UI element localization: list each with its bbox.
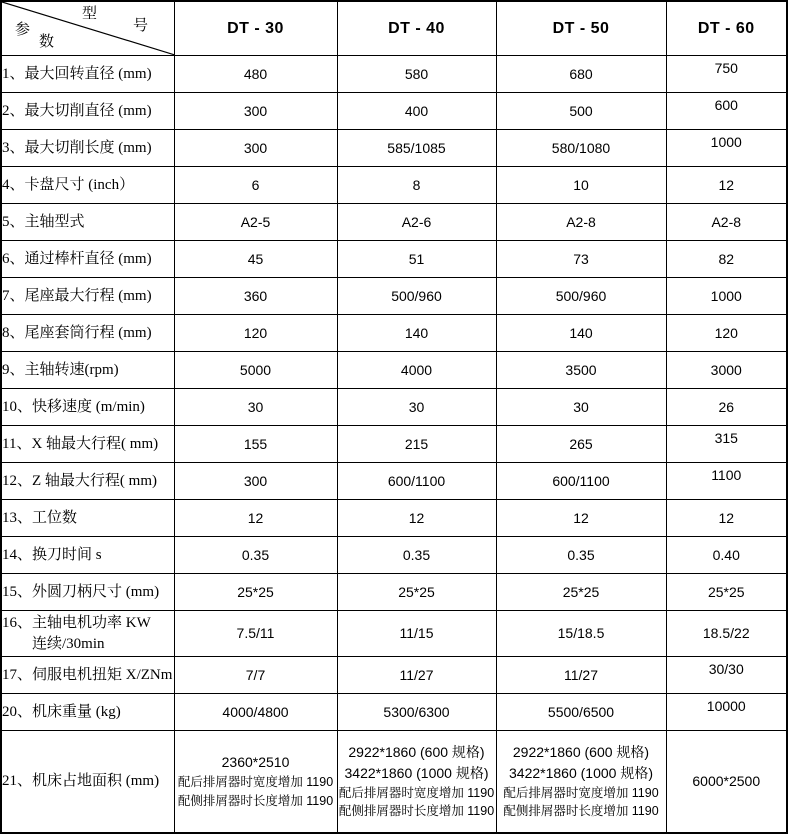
value-cell: 5500/6500 xyxy=(496,694,666,731)
table-row xyxy=(1,426,787,463)
param-label: 1、最大回转直径 (mm) xyxy=(2,65,152,82)
value-cell: A2-5 xyxy=(174,204,337,241)
value-cell: 120 xyxy=(666,315,787,352)
value-cell: 500/960 xyxy=(337,278,496,315)
table-row xyxy=(1,241,787,278)
param-cell xyxy=(1,694,174,731)
corner-label-param-char2: 数 xyxy=(39,34,55,50)
value-cell: 7.5/11 xyxy=(174,611,337,657)
table-row xyxy=(1,93,787,130)
value-cell: 300 xyxy=(174,93,337,130)
corner-label-param-char1: 参 xyxy=(15,22,31,38)
value-cell: 500 xyxy=(496,93,666,130)
value-cell: A2-8 xyxy=(666,204,787,241)
param-label: 10、快移速度 (m/min) xyxy=(2,398,145,415)
table-row xyxy=(1,130,787,167)
column-header-dt60: DT - 60 xyxy=(666,1,787,56)
value-cell: 18.5/22 xyxy=(666,611,787,657)
corner-label-model-char2: 号 xyxy=(133,18,149,34)
value-cell xyxy=(337,731,496,833)
table-header xyxy=(1,1,787,56)
value-cell: 360 xyxy=(174,278,337,315)
value-cell: 8 xyxy=(337,167,496,204)
value-cell: 3000 xyxy=(666,352,787,389)
value-note-line: 配后排屑器时宽度增加 1190 xyxy=(338,785,495,800)
value-note-line: 配侧排屑器时长度增加 1190 xyxy=(503,804,659,819)
value-cell: A2-8 xyxy=(496,204,666,241)
value-cell: 30 xyxy=(496,389,666,426)
param-cell xyxy=(1,241,174,278)
table-row xyxy=(1,204,787,241)
value-cell: 585/1085 xyxy=(337,130,496,167)
value-cell: 12 xyxy=(666,500,787,537)
param-label: 20、机床重量 (kg) xyxy=(2,703,121,720)
table-row xyxy=(1,278,787,315)
value-cell: 25*25 xyxy=(496,574,666,611)
param-cell xyxy=(1,93,174,130)
param-cell xyxy=(1,130,174,167)
value-cell: 1000 xyxy=(666,278,787,315)
value-cell: 12 xyxy=(337,500,496,537)
value-line: 2922*1860 (600 规格) xyxy=(348,743,485,760)
param-cell xyxy=(1,611,174,657)
table-row xyxy=(1,657,787,694)
value-cell: 265 xyxy=(496,426,666,463)
param-label: 11、X 轴最大行程( mm) xyxy=(2,435,159,452)
param-label: 3、最大切削长度 (mm) xyxy=(2,139,152,156)
value-cell: 1100 xyxy=(666,463,787,500)
table-body xyxy=(1,56,787,833)
value-cell: 12 xyxy=(666,167,787,204)
header-row xyxy=(1,1,787,56)
value-note-line: 配侧排屑器时长度增加 1190 xyxy=(338,804,495,819)
param-cell xyxy=(1,352,174,389)
param-label: 7、尾座最大行程 (mm) xyxy=(2,287,152,304)
table-row xyxy=(1,694,787,731)
value-cell: 51 xyxy=(337,241,496,278)
column-header-dt30: DT - 30 xyxy=(174,1,337,56)
diagonal-corner-cell xyxy=(1,1,174,56)
value-cell: 480 xyxy=(174,56,337,93)
param-label: 连续/30min xyxy=(32,635,105,652)
param-cell xyxy=(1,657,174,694)
param-cell xyxy=(1,278,174,315)
value-cell: 6 xyxy=(174,167,337,204)
param-label: 8、尾座套筒行程 (mm) xyxy=(2,324,152,341)
value-cell: 600 xyxy=(666,93,787,130)
column-header-dt50: DT - 50 xyxy=(496,1,666,56)
value-cell: 25*25 xyxy=(666,574,787,611)
value-cell: 5000 xyxy=(174,352,337,389)
param-cell xyxy=(1,56,174,93)
value-cell: 30 xyxy=(337,389,496,426)
value-note-line: 配后排屑器时宽度增加 1190 xyxy=(503,785,659,800)
param-cell xyxy=(1,574,174,611)
value-cell: 1000 xyxy=(666,130,787,167)
value-cell: 5300/6300 xyxy=(337,694,496,731)
value-cell: 580 xyxy=(337,56,496,93)
param-label: 9、主轴转速(rpm) xyxy=(2,361,119,378)
value-cell: A2-6 xyxy=(337,204,496,241)
param-label: 14、换刀时间 s xyxy=(2,546,102,563)
table-row xyxy=(1,463,787,500)
value-cell: 0.40 xyxy=(666,537,787,574)
table-row xyxy=(1,537,787,574)
value-cell: 0.35 xyxy=(337,537,496,574)
param-label: 17、伺服电机扭矩 X/ZNm xyxy=(2,666,173,683)
param-label: 16、主轴电机功率 KW xyxy=(2,615,151,632)
value-cell: 25*25 xyxy=(337,574,496,611)
value-cell: 500/960 xyxy=(496,278,666,315)
value-cell: 15/18.5 xyxy=(496,611,666,657)
value-cell xyxy=(496,731,666,833)
value-line: 3422*1860 (1000 规格) xyxy=(509,764,653,781)
value-cell: 6000*2500 xyxy=(666,731,787,833)
table-row xyxy=(1,574,787,611)
param-cell xyxy=(1,537,174,574)
value-cell: 11/27 xyxy=(337,657,496,694)
table-row xyxy=(1,731,787,833)
value-cell: 155 xyxy=(174,426,337,463)
value-cell: 140 xyxy=(337,315,496,352)
param-cell xyxy=(1,463,174,500)
param-label: 6、通过棒杆直径 (mm) xyxy=(2,250,152,267)
value-cell: 25*25 xyxy=(174,574,337,611)
value-cell: 11/15 xyxy=(337,611,496,657)
param-cell xyxy=(1,167,174,204)
value-cell: 73 xyxy=(496,241,666,278)
value-cell: 750 xyxy=(666,56,787,93)
param-cell xyxy=(1,389,174,426)
value-cell: 215 xyxy=(337,426,496,463)
value-note-line: 配后排屑器时宽度增加 1190 xyxy=(177,775,334,789)
param-label: 13、工位数 xyxy=(2,509,78,526)
param-cell xyxy=(1,731,174,833)
value-cell: 7/7 xyxy=(174,657,337,694)
value-cell: 3500 xyxy=(496,352,666,389)
param-cell xyxy=(1,204,174,241)
table-row xyxy=(1,611,787,657)
param-cell xyxy=(1,315,174,352)
value-cell: 0.35 xyxy=(174,537,337,574)
param-cell xyxy=(1,500,174,537)
param-label: 21、机床占地面积 (mm) xyxy=(2,773,160,790)
param-label: 2、最大切削直径 (mm) xyxy=(2,102,152,119)
value-cell: 140 xyxy=(496,315,666,352)
value-cell: 400 xyxy=(337,93,496,130)
value-cell: 0.35 xyxy=(496,537,666,574)
value-line: 3422*1860 (1000 规格) xyxy=(344,764,489,781)
value-cell: 10 xyxy=(496,167,666,204)
table-row xyxy=(1,56,787,93)
value-cell: 30 xyxy=(174,389,337,426)
value-note-line: 配侧排屑器时长度增加 1190 xyxy=(177,793,334,808)
table-row xyxy=(1,167,787,204)
param-label: 5、主轴型式 xyxy=(2,213,85,230)
table-row xyxy=(1,389,787,426)
value-line: 2360*2510 xyxy=(221,754,290,770)
value-cell: 45 xyxy=(174,241,337,278)
value-cell: 300 xyxy=(174,463,337,500)
table-row xyxy=(1,500,787,537)
value-cell: 4000 xyxy=(337,352,496,389)
param-cell xyxy=(1,426,174,463)
value-cell: 680 xyxy=(496,56,666,93)
value-cell: 120 xyxy=(174,315,337,352)
value-cell: 315 xyxy=(666,426,787,463)
value-cell: 82 xyxy=(666,241,787,278)
value-cell: 10000 xyxy=(666,694,787,731)
corner-label-model-char1: 型 xyxy=(82,6,98,22)
table-row xyxy=(1,315,787,352)
value-cell: 4000/4800 xyxy=(174,694,337,731)
value-cell: 12 xyxy=(174,500,337,537)
value-cell: 600/1100 xyxy=(337,463,496,500)
value-cell: 12 xyxy=(496,500,666,537)
param-label: 12、Z 轴最大行程( mm) xyxy=(2,472,157,489)
table-row xyxy=(1,352,787,389)
column-header-dt40: DT - 40 xyxy=(337,1,496,56)
value-line: 2922*1860 (600 规格) xyxy=(512,743,650,760)
value-cell xyxy=(174,731,337,833)
param-label: 4、卡盘尺寸 (inch） xyxy=(2,176,135,193)
value-cell: 600/1100 xyxy=(496,463,666,500)
value-cell: 26 xyxy=(666,389,787,426)
value-cell: 11/27 xyxy=(496,657,666,694)
value-cell: 580/1080 xyxy=(496,130,666,167)
value-cell: 300 xyxy=(174,130,337,167)
value-cell: 30/30 xyxy=(666,657,787,694)
param-label: 15、外圆刀柄尺寸 (mm) xyxy=(2,583,160,600)
